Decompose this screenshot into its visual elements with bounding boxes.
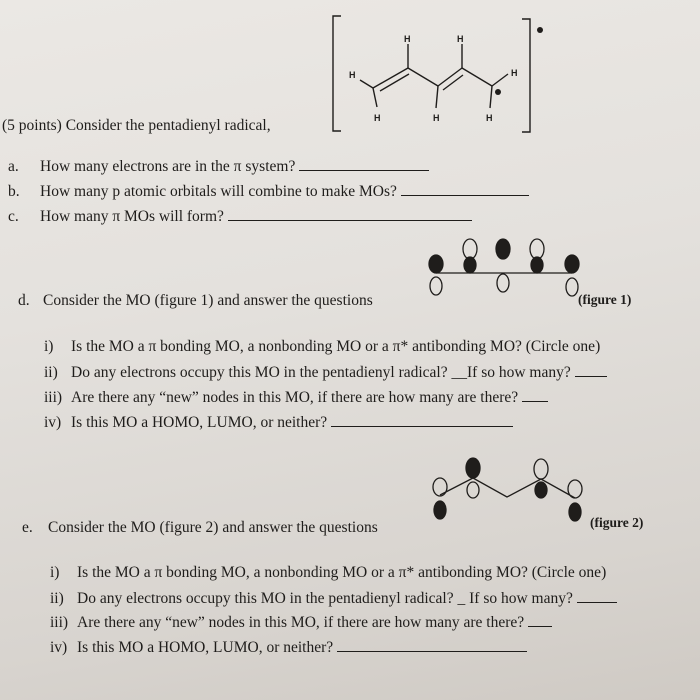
answer-blank-e-ii[interactable]	[577, 588, 617, 603]
question-b: b. How many p atomic orbitals will combine to make MOs?	[8, 181, 529, 201]
h-label: H	[374, 113, 381, 123]
e-item-iv: iv) Is this MO a HOMO, LUMO, or neither?	[50, 637, 527, 657]
figure-2-label: (figure 2)	[590, 515, 644, 530]
h-label: H	[486, 113, 493, 123]
h-label: H	[404, 34, 411, 44]
d-item-iv: iv) Is this MO a HOMO, LUMO, or neither?	[44, 412, 513, 432]
h-label: H	[511, 68, 518, 78]
d-item-i: i) Is the MO a π bonding MO, a nonbonding MO or a π* antibonding MO? (Circle one)	[44, 338, 601, 355]
d-item-ii: ii) Do any electrons occupy this MO in the pentadienyl radical? __If so how many?	[44, 362, 607, 382]
answer-blank-e-iv[interactable]	[337, 637, 527, 652]
question-c: c. How many π MOs will form?	[8, 206, 472, 226]
h-label: H	[433, 113, 440, 123]
e-item-ii: ii) Do any electrons occupy this MO in the pentadienyl radical? _ If so how many?	[50, 588, 617, 608]
section-e-heading: e. Consider the MO (figure 2) and answer the questions	[22, 519, 378, 536]
answer-blank-e-iii[interactable]	[528, 612, 552, 627]
intro-prompt: Consider the pentadienyl radical,	[65, 117, 271, 134]
h-label: H	[457, 34, 464, 44]
e-item-iii: iii) Are there any “new” nodes in this MO, if there are how many are there?	[50, 612, 552, 632]
section-d-heading: d. Consider the MO (figure 1) and answer the questions	[18, 292, 373, 309]
d-item-iii: iii) Are there any “new” nodes in this MO, if there are how many are there?	[44, 387, 548, 407]
figure-1-label: (figure 1)	[578, 292, 632, 307]
h-label: H	[349, 70, 356, 80]
e-item-i: i) Is the MO a π bonding MO, a nonbonding MO or a π* antibonding MO? (Circle one)	[50, 564, 607, 581]
question-a: a. How many electrons are in the π system?	[8, 156, 429, 176]
points-label: (5 points)	[2, 117, 62, 134]
